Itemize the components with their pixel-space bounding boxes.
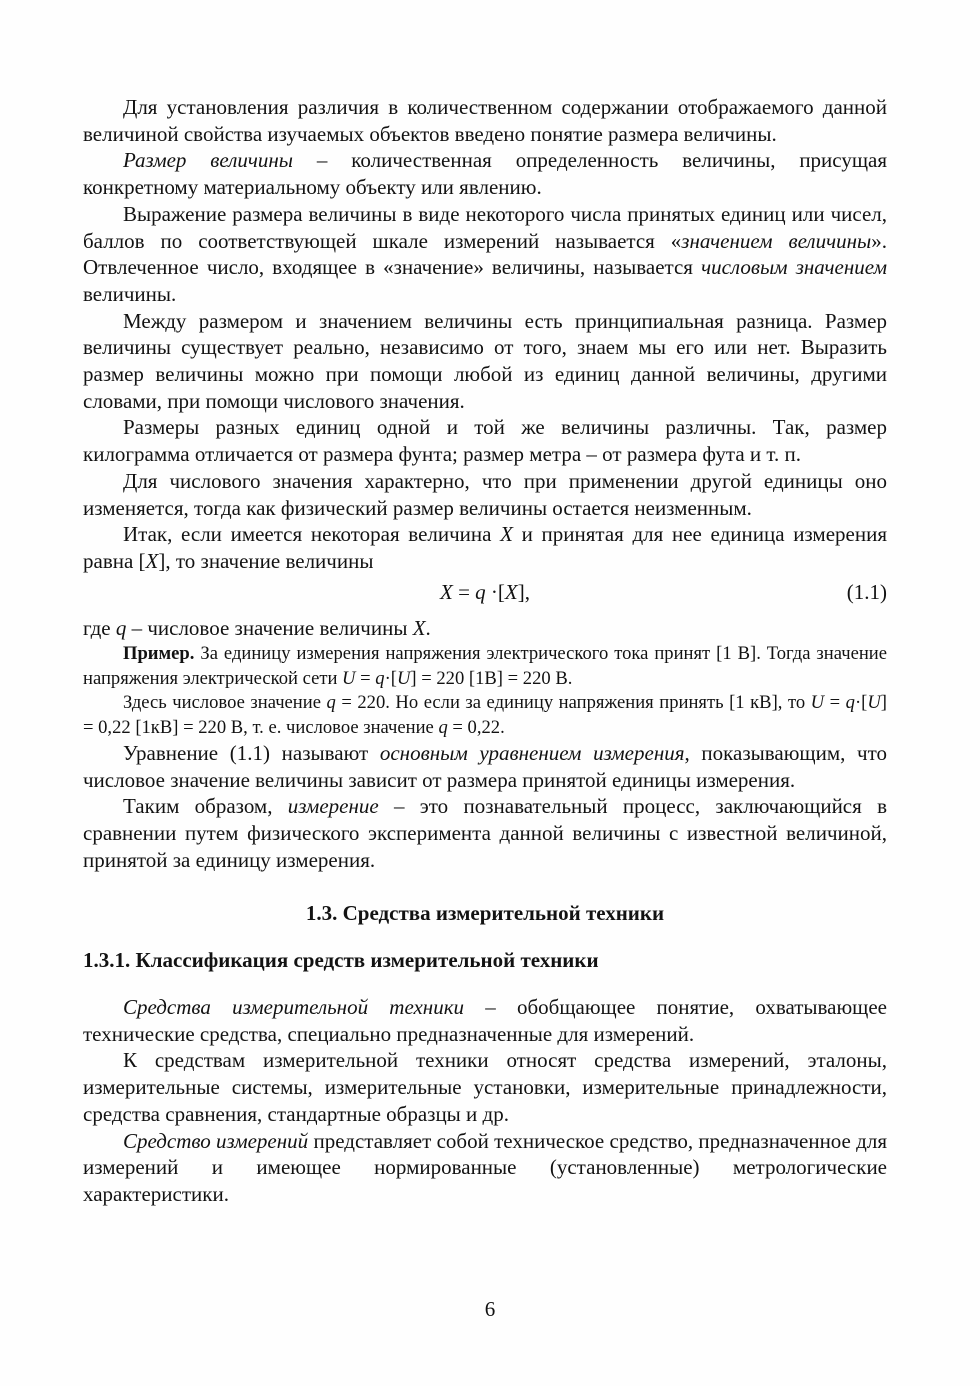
text-run: и принятая для нее единица измерения равна [: [83, 522, 887, 573]
text-run: ·[: [384, 667, 397, 689]
text-run: Итак, если имеется некоторая величина: [123, 522, 501, 547]
text-run: основным уравнением измерения: [379, 741, 685, 766]
text-run: Для числового значения характерно, что при применении другой единицы оно изменяется, тогда как физический размер величины остается неизменным.: [83, 468, 887, 520]
text-run: К средствам измерительной техники относят средства измерений, эталоны, измерительные системы, измерительные установки, измерительные принадлежности, средства сравнения, стандартные образцы и др.: [83, 1048, 887, 1126]
text-run: = 220. Но если за единицу напряжения принять [1 кВ], то: [335, 692, 811, 714]
text-run: X: [440, 579, 453, 604]
text-run: X: [504, 579, 518, 604]
text-run: Средство измерений: [123, 1128, 309, 1153]
text-run: величины.: [83, 281, 177, 306]
text-run: измерение: [287, 794, 379, 819]
text-run: Для установления различия в количественном содержании отображаемого данной величиной свойства изучаемых объектов введено понятие размера величины.: [83, 95, 887, 146]
text-run: – это познавательный процесс, заключающийся в сравнении путем физического эксперимента данной величины с известной величиной, принятой за единицу измерения.: [83, 794, 887, 872]
text-run: Здесь числовое значение: [123, 692, 327, 714]
text-run: ·[: [485, 579, 505, 604]
text-run: – количественная определенность величины, присущая конкретному материальному объекту или явлению.: [83, 148, 887, 200]
example-paragraph: [83, 642, 887, 691]
text-run: U: [396, 667, 411, 689]
paragraph: [83, 740, 887, 793]
paragraph: [83, 201, 887, 308]
text-run: значением величины: [681, 228, 872, 253]
text-run: X: [500, 522, 513, 547]
text-run: q: [845, 692, 855, 714]
text-run: , показывающим, что числовое значение величины зависит от размера принятой единицы измерения.: [83, 741, 887, 792]
paragraph: [83, 308, 887, 415]
text-run: = 0,22.: [447, 716, 505, 738]
text-run: q: [115, 616, 127, 641]
equation: [83, 579, 887, 606]
text-run: Уравнение (1.1) называют: [123, 741, 380, 766]
text-run: Между размером и значением величины есть принципиальная разница. Размер величины существует реально, независимо от того, знаем мы его или нет. Выразить размер величины можно при помощи любой из единиц данной величины, другими словами, при помощи числового значения.: [83, 308, 887, 413]
text-run: U: [810, 692, 825, 714]
text-run: где: [83, 616, 116, 641]
text-run: q: [475, 579, 486, 604]
paragraph: [83, 793, 887, 873]
text-run: ·[: [854, 692, 868, 714]
paragraph: [83, 94, 887, 147]
text-run: представляет собой техническое средство, предназначенное для измерений и имеющее нормированные (установленные) метрологические характеристики.: [83, 1128, 887, 1206]
equation-number: (1.1): [846, 579, 887, 604]
text-run: q: [326, 692, 336, 714]
text-run: ], то значение величины: [158, 548, 374, 573]
page-number: 6: [484, 1297, 496, 1321]
text-run: X: [145, 548, 159, 573]
text-run: – обобщающее понятие, охватывающее технические средства, специально предназначенные для измерений.: [83, 994, 887, 1046]
paragraph: [83, 147, 887, 200]
section-heading: [83, 947, 887, 974]
text-run: X: [412, 616, 426, 641]
paragraph: [83, 414, 887, 467]
text-run: ],: [517, 579, 530, 604]
text-run: Размеры разных единиц одной и той же величины различны. Так, размер килограмма отличается от размера фунта; размер метра – от размера фута и т. п.: [83, 415, 887, 467]
paragraph: [83, 1047, 887, 1127]
page-content: [83, 94, 887, 1208]
text-run: 1.3. Средства измерительной техники: [305, 900, 665, 925]
text-run: =: [824, 692, 846, 714]
text-run: За единицу измерения напряжения электрического тока принят [1 В]. Тогда значение напряжения электрической сети: [83, 643, 887, 689]
text-run: q: [375, 667, 385, 689]
text-run: Пример.: [123, 643, 195, 665]
text-run: – числовое значение величины: [126, 616, 413, 641]
text-run: q: [438, 716, 448, 738]
paragraph: [83, 994, 887, 1047]
text-run: .: [425, 616, 431, 641]
text-run: ] = 220 [1В] = 220 В.: [410, 667, 573, 689]
text-run: ». Отвлеченное число, входящее в «значение» величины, называется: [83, 228, 887, 280]
paragraph: [83, 521, 887, 574]
text-run: U: [867, 692, 881, 714]
text-run: =: [452, 579, 476, 604]
text-run: 1.3.1. Классификация средств измерительной техники: [83, 948, 599, 973]
text-run: U: [342, 667, 356, 689]
equation-body: [440, 580, 530, 604]
paragraph: [83, 615, 887, 642]
text-run: Средства измерительной техники: [123, 994, 465, 1019]
example-paragraph: [83, 691, 887, 740]
text-run: числовым значением: [701, 255, 887, 280]
text-run: Выражение размера величины в виде некоторого числа принятых единиц или чисел, баллов по соответствующей шкале измерений называется «: [83, 201, 887, 253]
section-heading: [83, 900, 887, 927]
text-run: =: [355, 667, 376, 689]
text-run: Таким образом,: [123, 794, 288, 819]
paragraph: [83, 468, 887, 521]
text-run: ] = 0,22 [1кВ] = 220 В, т. е. числовое значение: [83, 692, 887, 738]
text-run: Размер величины: [123, 148, 294, 173]
paragraph: [83, 1128, 887, 1208]
